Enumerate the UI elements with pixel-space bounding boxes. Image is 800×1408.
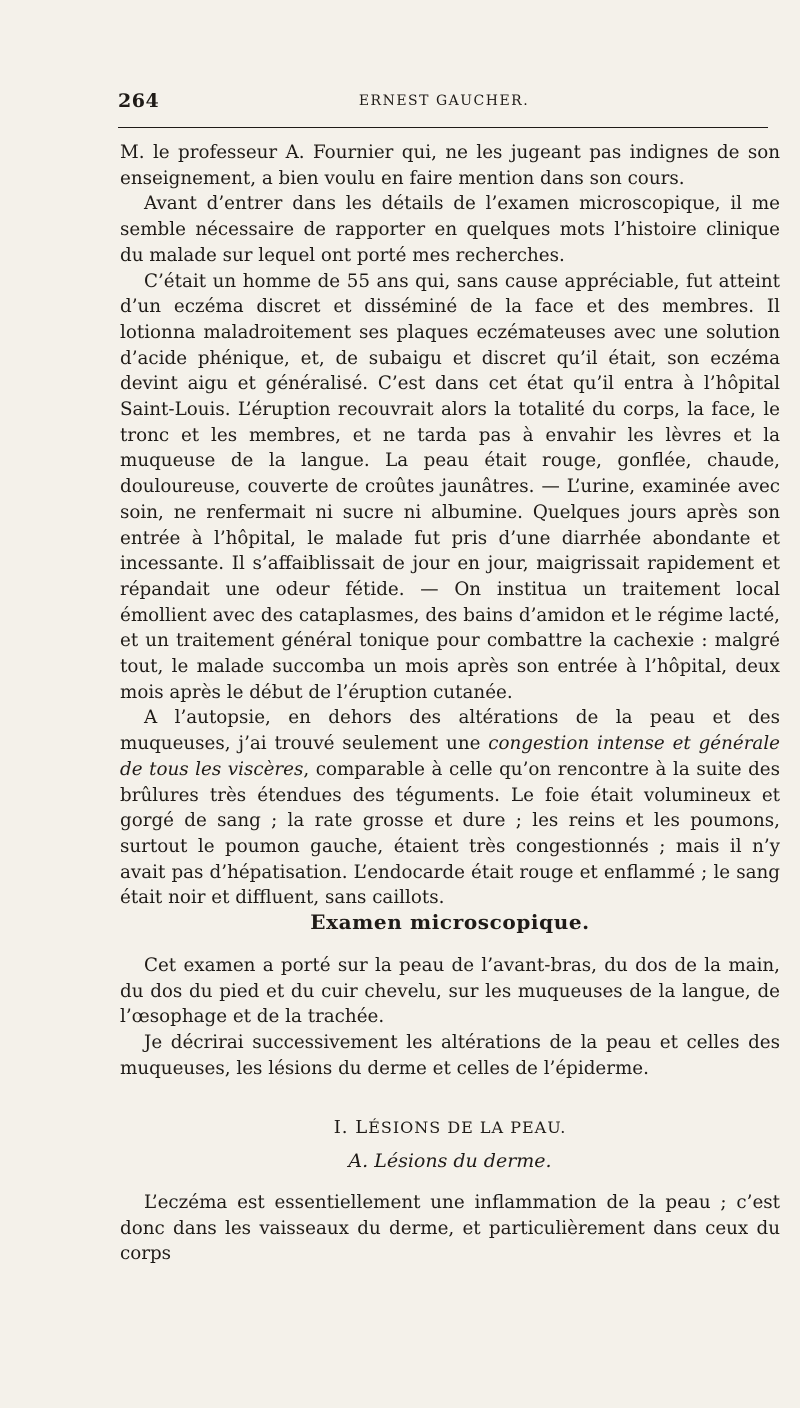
paragraph-exam-plan: Je décrirai successivement les altérations de la peau et celles des muqueuses, les lésions du derme et celles de l’épiderme. (120, 1032, 780, 1079)
final-text (120, 1190, 780, 1267)
paragraph-eczema: L’eczéma est essentiellement une inflammation de la peau ; c’est donc dans les vaisseaux du derme, et particulièrement dans ceux du corps (120, 1192, 780, 1265)
subheading-lesions-initial: I. L (333, 1117, 369, 1138)
autopsy-text-before: A l’autopsie, en dehors des altérations de la peau et des muqueuses, j’ai trouvé seulement une (120, 707, 780, 755)
subheading-lesions-peau (120, 1117, 780, 1138)
main-text (120, 140, 780, 911)
section-heading: Examen microscopique. (310, 910, 590, 934)
paragraph-continuation: M. le professeur A. Fournier qui, ne les jugeant pas indignes de son enseignement, a bien voulu en faire mention dans son cours. (120, 142, 780, 189)
section-text (120, 953, 780, 1082)
paragraph-autopsy (120, 705, 780, 911)
subheading-lesions-derme: A. Lésions du derme. (348, 1150, 552, 1172)
subheading-lesions-rest: ÉSIONS DE LA PEAU. (368, 1118, 567, 1137)
autopsy-text-after: , comparable à celle qu’on rencontre à la suite des brûlures très étendues des téguments. Le foie était volumineux et gorgé de sang ; la rate grosse et dure ; les reins et les poumons, surtout le poumon gauche, étaient très congestionnés ; mais il n’y avait pas d’hépatisation. L’endocarde était rouge et enflammé ; le sang était noir et diffluent, sans caillots. (120, 758, 780, 909)
autopsy-italic-text: congestion intense et générale de tous les viscères (120, 733, 781, 780)
paragraph-introduction: Avant d’entrer dans les détails de l’examen microscopique, il me semble nécessaire de rapporter en quelques mots l’histoire clinique du malade sur lequel ont porté mes recherches. (120, 193, 780, 266)
page-number: 264 (118, 90, 160, 112)
paragraph-clinical-history: C’était un homme de 55 ans qui, sans cause appréciable, fut atteint d’un eczéma discret et disséminé de la face et des membres. Il lotionna maladroitement ses plaques eczémateuses avec une solution d’acide phénique, et, de subaigu et discret qu’il était, son eczéma devint aigu et généralisé. C’est dans cet état qu’il entra à l’hôpital Saint-Louis. L’éruption recouvrait alors la totalité du corps, la face, le tronc et les membres, et ne tarda pas à envahir les lèvres et la muqueuse de la langue. La peau était rouge, gonflée, chaude, douloureuse, couverte de croûtes jaunâtres. — L’urine, examinée avec soin, ne renfermait ni sucre ni albumine. Quelques jours après son entrée à l’hôpital, le malade fut pris d’une diarrhée abondante et incessante. Il s’affaiblissait de jour en jour, maigrissait rapidement et répandait une odeur fétide. — On institua un traitement local émollient avec des cataplasmes, des bains d’amidon et le régime lacté, et un traitement général tonique pour combattre la cachexie : malgré tout, le malade succomba un mois après son entrée à l’hôpital, deux mois après le début de l’éruption cutanée. (120, 270, 780, 703)
header-rule (118, 127, 768, 128)
page-header (118, 90, 770, 116)
paragraph-exam-scope: Cet examen a porté sur la peau de l’avant-bras, du dos de la main, du dos du pied et du cuir chevelu, sur les muqueuses de la langue, de l’œsophage et de la trachée. (120, 955, 780, 1028)
running-title: ERNEST GAUCHER. (358, 93, 530, 109)
